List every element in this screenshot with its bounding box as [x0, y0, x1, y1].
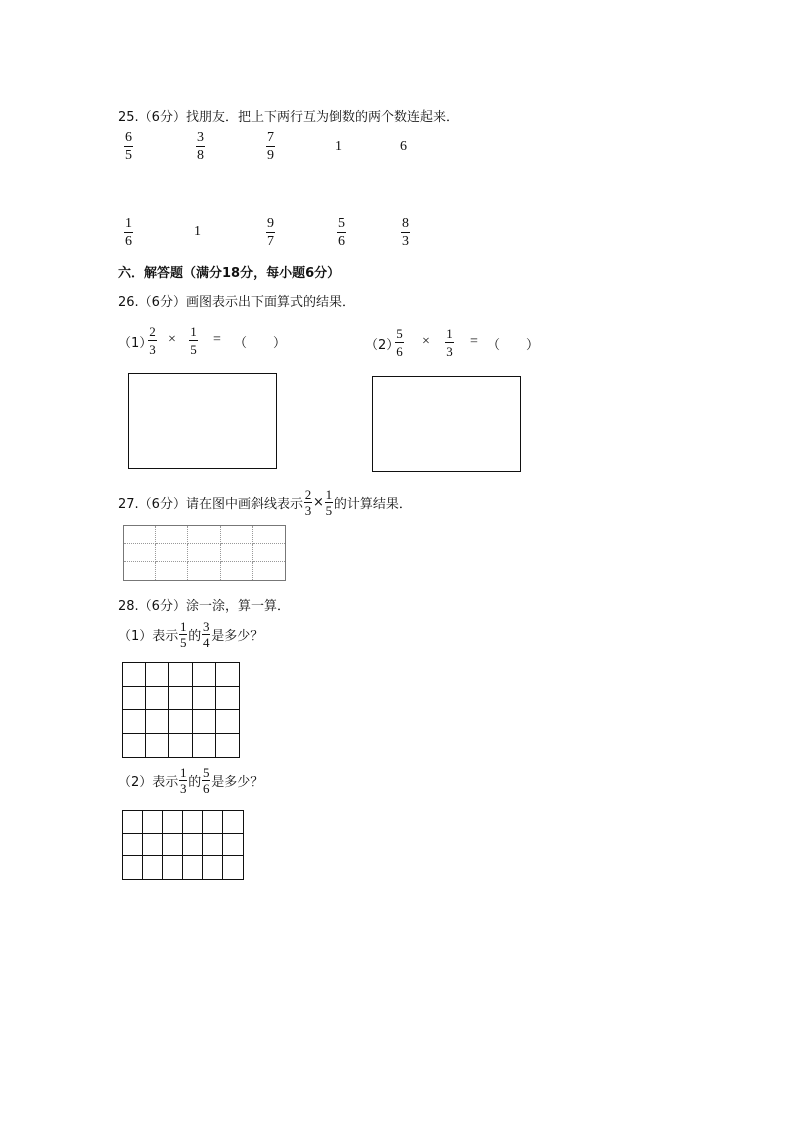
grid-cell[interactable] [183, 856, 203, 879]
q25-top-2[interactable] [196, 130, 205, 163]
q25-top-1[interactable] [124, 130, 133, 163]
grid-cell[interactable] [123, 710, 146, 734]
denominator: 3 [304, 503, 312, 518]
q25-text: 25.（6分）找朋友．把上下两行互为倒数的两个数连起来． [118, 110, 459, 125]
denominator: 3 [180, 781, 187, 796]
denominator: 6 [203, 781, 210, 796]
grid-cell[interactable] [193, 687, 216, 711]
grid-cell[interactable] [188, 544, 220, 562]
denominator: 8 [197, 148, 204, 163]
q28-part2-frac-b [202, 766, 210, 795]
denominator: 5 [125, 148, 132, 163]
q26-part1-frac-b [189, 324, 198, 357]
grid-cell[interactable] [216, 734, 239, 758]
denominator: 3 [446, 344, 453, 359]
grid-cell[interactable] [123, 834, 143, 857]
denominator: 5 [325, 503, 333, 518]
denominator: 6 [338, 234, 345, 249]
q26-part2-times: × [422, 334, 430, 349]
grid-cell[interactable] [123, 811, 143, 834]
grid-cell[interactable] [124, 562, 156, 580]
denominator: 6 [396, 344, 403, 359]
numerator: 5 [396, 326, 403, 341]
grid-cell[interactable] [169, 687, 192, 711]
q28-part1-frac-a [179, 620, 187, 649]
grid-cell[interactable] [183, 834, 203, 857]
numerator: 1 [125, 216, 132, 231]
grid-cell[interactable] [123, 734, 146, 758]
grid-cell[interactable] [146, 687, 169, 711]
numerator: 1 [180, 765, 187, 780]
q27-frac-a [304, 488, 312, 517]
grid-cell[interactable] [221, 562, 253, 580]
q26-part1-equals: = [213, 332, 221, 347]
q27-frac-b [325, 488, 333, 517]
numerator: 1 [190, 324, 197, 339]
grid-cell[interactable] [163, 856, 183, 879]
q28-part1-label: （1）表示 [118, 629, 179, 644]
q26-text: 26.（6分）画图表示出下面算式的结果． [118, 295, 355, 310]
q28-part1-mid: 的 [188, 629, 202, 644]
grid-cell[interactable] [146, 663, 169, 687]
grid-cell[interactable] [221, 544, 253, 562]
grid-cell[interactable] [216, 663, 239, 687]
q25-bottom-2[interactable]: 1 [194, 224, 201, 239]
numerator: 5 [203, 765, 210, 780]
grid-cell[interactable] [146, 734, 169, 758]
grid-cell[interactable] [216, 687, 239, 711]
q26-part1-answer[interactable]: （ ） [234, 336, 287, 351]
grid-cell[interactable] [124, 544, 156, 562]
grid-cell[interactable] [124, 526, 156, 544]
grid-cell[interactable] [188, 526, 220, 544]
q27-times: × [312, 495, 324, 510]
grid-cell[interactable] [216, 710, 239, 734]
q28-part2-mid: 的 [188, 775, 202, 790]
grid-cell[interactable] [163, 834, 183, 857]
grid-cell[interactable] [163, 811, 183, 834]
numerator: 5 [338, 216, 345, 231]
q26-part2-frac-b [445, 326, 454, 359]
q28-part1-grid[interactable] [122, 662, 240, 758]
grid-cell[interactable] [123, 687, 146, 711]
q28-part1-suffix: 是多少？ [211, 629, 264, 644]
grid-cell[interactable] [146, 710, 169, 734]
grid-cell[interactable] [183, 811, 203, 834]
q27-question [118, 488, 412, 517]
grid-cell[interactable] [193, 734, 216, 758]
grid-cell[interactable] [253, 526, 285, 544]
q26-part1-drawing-box[interactable] [128, 373, 277, 469]
grid-cell[interactable] [156, 526, 188, 544]
q26-part1-label: （1） [118, 336, 153, 351]
denominator: 5 [180, 635, 187, 650]
grid-cell[interactable] [203, 834, 223, 857]
q26-part2-equals: = [470, 334, 478, 349]
q27-suffix: 的计算结果． [333, 497, 412, 512]
grid-cell[interactable] [123, 663, 146, 687]
numerator: 2 [149, 324, 156, 339]
numerator: 1 [180, 619, 187, 634]
grid-cell[interactable] [193, 710, 216, 734]
denominator: 5 [190, 342, 197, 357]
grid-cell[interactable] [156, 562, 188, 580]
numerator: 2 [304, 487, 312, 502]
denominator: 3 [149, 342, 156, 357]
grid-cell[interactable] [123, 856, 143, 879]
section6-title: 六．解答题（满分18分，每小题6分） [118, 266, 341, 281]
numerator: 1 [325, 487, 333, 502]
numerator: 8 [402, 216, 409, 231]
q28-part2-label: （2）表示 [118, 775, 179, 790]
grid-cell[interactable] [169, 663, 192, 687]
grid-cell[interactable] [203, 811, 223, 834]
q28-text: 28.（6分）涂一涂，算一算． [118, 599, 290, 614]
grid-cell[interactable] [188, 562, 220, 580]
grid-cell[interactable] [223, 834, 243, 857]
grid-cell[interactable] [169, 734, 192, 758]
q25-top-3[interactable] [266, 130, 275, 163]
grid-cell[interactable] [253, 544, 285, 562]
q28-part2-frac-a [179, 766, 187, 795]
grid-cell[interactable] [193, 663, 216, 687]
q26-part1-times: × [168, 332, 176, 347]
q26-part2-frac-a [395, 326, 404, 359]
numerator: 1 [446, 326, 453, 341]
denominator: 4 [203, 635, 210, 650]
q25-top-4[interactable]: 1 [335, 139, 342, 154]
grid-cell[interactable] [223, 856, 243, 879]
numerator: 6 [125, 130, 132, 145]
q25-bottom-1[interactable] [124, 216, 133, 249]
denominator: 9 [267, 148, 274, 163]
grid-cell[interactable] [253, 562, 285, 580]
q27-grid[interactable] [123, 525, 286, 581]
q26-part2-answer[interactable]: （ ） [487, 338, 540, 353]
grid-cell[interactable] [221, 526, 253, 544]
denominator: 3 [402, 234, 409, 249]
q26-part2-drawing-box[interactable] [372, 376, 521, 472]
numerator: 7 [267, 130, 274, 145]
q26-part2-label: （2） [365, 338, 400, 353]
q28-part2-grid[interactable] [122, 810, 244, 880]
q25-bottom-4[interactable] [337, 216, 346, 249]
grid-cell[interactable] [156, 544, 188, 562]
q28-part1-question [118, 620, 263, 649]
q25-bottom-3[interactable] [266, 216, 275, 249]
q28-part1-frac-b [202, 620, 210, 649]
denominator: 7 [267, 234, 274, 249]
numerator: 3 [197, 130, 204, 145]
grid-cell[interactable] [169, 710, 192, 734]
q27-prefix: 27.（6分）请在图中画斜线表示 [118, 497, 303, 512]
denominator: 6 [125, 234, 132, 249]
grid-cell[interactable] [143, 811, 163, 834]
grid-cell[interactable] [223, 811, 243, 834]
grid-cell[interactable] [143, 856, 163, 879]
grid-cell[interactable] [203, 856, 223, 879]
q26-part1-frac-a [148, 324, 157, 357]
q28-part2-suffix: 是多少？ [211, 775, 264, 790]
q25-bottom-5[interactable] [401, 216, 410, 249]
numerator: 9 [267, 216, 274, 231]
numerator: 3 [203, 619, 210, 634]
q28-part2-question [118, 766, 263, 795]
q25-top-5[interactable]: 6 [400, 139, 407, 154]
grid-cell[interactable] [143, 834, 163, 857]
